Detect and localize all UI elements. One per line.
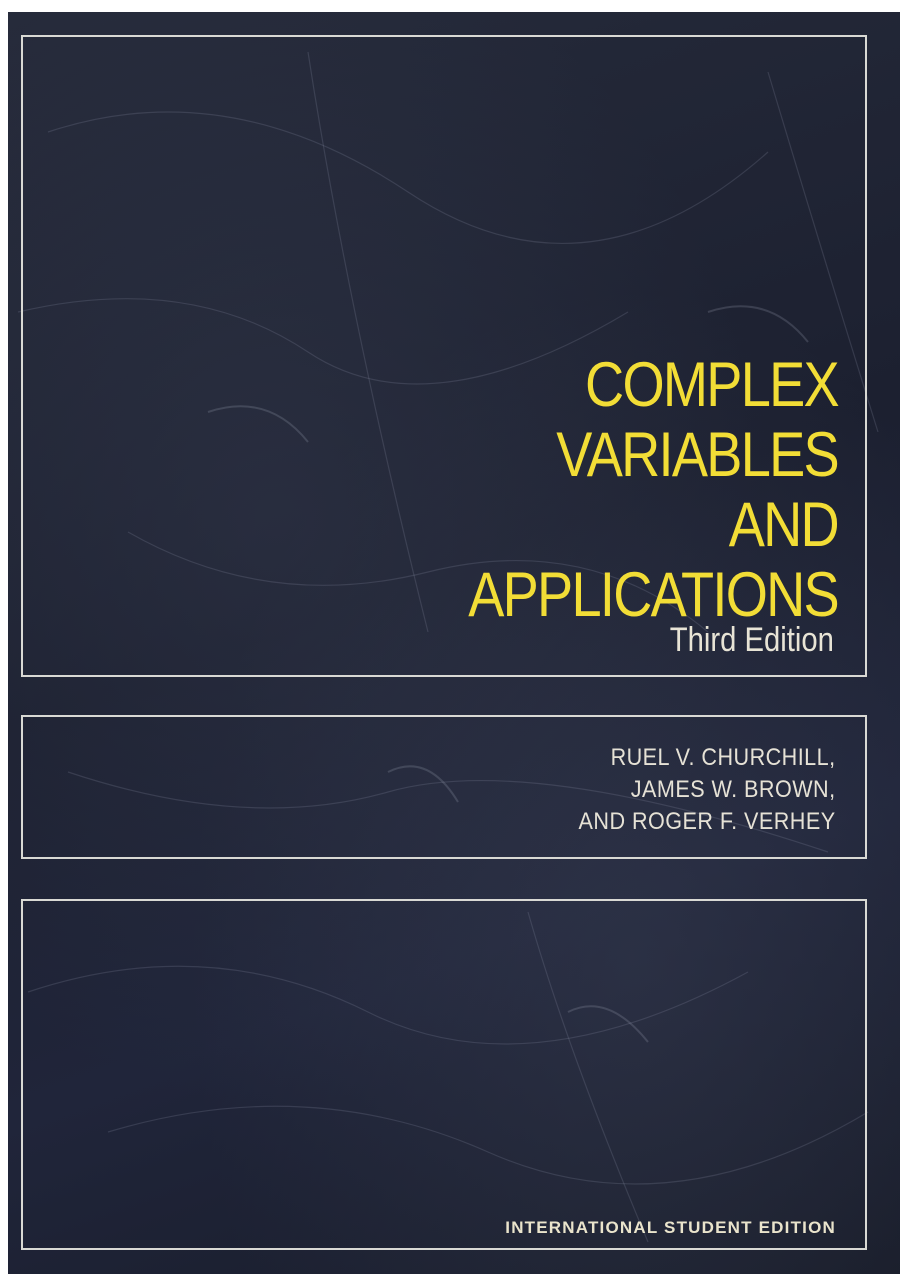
edition-imprint: INTERNATIONAL STUDENT EDITION	[505, 1218, 836, 1237]
author-name: AND ROGER F. VERHEY	[579, 808, 836, 835]
title-line: VARIABLES	[556, 420, 838, 490]
title-line: COMPLEX	[585, 350, 838, 420]
author-list	[579, 742, 836, 838]
title-line: AND	[728, 490, 838, 560]
title-line: APPLICATIONS	[468, 560, 838, 630]
book-title	[468, 350, 838, 630]
edition-label: Third Edition	[669, 621, 834, 659]
book-cover	[8, 12, 900, 1274]
author-name: JAMES W. BROWN,	[631, 776, 836, 803]
author-name: RUEL V. CHURCHILL,	[611, 744, 836, 771]
lower-panel-border	[21, 899, 867, 1250]
